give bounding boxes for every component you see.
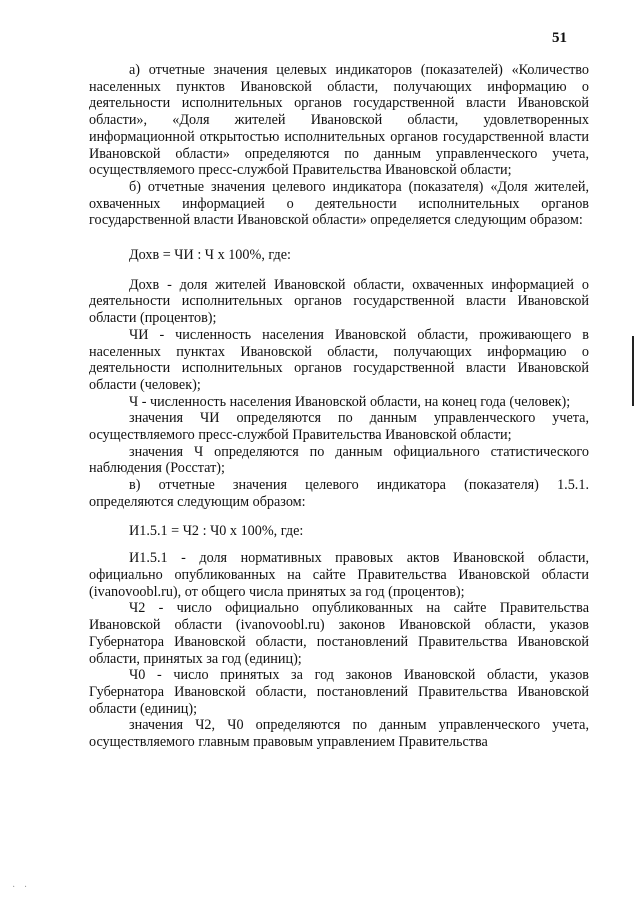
page-number: 51 (552, 30, 567, 46)
source-ch: значения Ч определяются по данным официального статистического наблюдения (Росстат); (89, 443, 589, 477)
definition-ch: Ч - численность населения Ивановской области, на конец года (человек); (129, 393, 571, 410)
paragraph-a: а) отчетные значения целевых индикаторов (показателей) «Количество населенных пунктов Ивановской области, получающих информацию о деятельности исполнительных органов государственной власти Ивановской области», «Доля жителей Ивановской области, удовлетворенных информационной открытостью исполнительных органов государственной власти Ивановской области» определяются по данным управленческого учета, осуществляемого пресс-службой Правительства Ивановской области; (89, 62, 589, 179)
paragraph-c: в) отчетные значения целевого индикатора (показателя) 1.5.1. определяются следующим образом: (89, 477, 589, 510)
formula-dohv: Дохв = ЧИ : Ч х 100%, где: (129, 247, 291, 264)
definition-chi: ЧИ - численность населения Ивановской области, проживающего в населенных пунктах Ивановской области, получающих информацию о деятельности исполнительных органов государственной власти Ивановской области (человек); (89, 326, 589, 393)
scan-artifact: · · (12, 882, 31, 893)
formula-i151: И1.5.1 = Ч2 : Ч0 х 100%, где: (129, 522, 304, 539)
definition-dohv: Дохв - доля жителей Ивановской области, охваченных информацией о деятельности исполнительных органов государственной власти Ивановской области (процентов); (89, 276, 589, 327)
margin-mark (632, 336, 634, 406)
document-body (89, 62, 589, 751)
source-chi: значения ЧИ определяются по данным управленческого учета, осуществляемого пресс-службой Правительства Ивановской области; (89, 410, 589, 444)
source-ch2-ch0: значения Ч2, Ч0 определяются по данным управленческого учета, осуществляемого главным правовым управлением Правительства (89, 717, 589, 751)
definition-ch0: Ч0 - число принятых за год законов Ивановской области, указов Губернатора Ивановской области, постановлений Правительства Ивановской области (единиц); (89, 667, 589, 717)
paragraph-b: б) отчетные значения целевого индикатора (показателя) «Доля жителей, охваченных информацией о деятельности исполнительных органов государственной власти Ивановской области» определяется следующим образом: (89, 178, 589, 229)
definition-i151: И1.5.1 - доля нормативных правовых актов Ивановской области, официально опубликованных на сайте Правительства Ивановской области (ivanovoobl.ru), от общего числа принятых за год (процентов); (89, 550, 589, 600)
definition-ch2: Ч2 - число официально опубликованных на сайте Правительства Ивановской области (ivanovoobl.ru) законов Ивановской области, указов Губернатора Ивановской области, постановлений Правительства Ивановской области, принятых за год (единиц); (89, 600, 589, 667)
